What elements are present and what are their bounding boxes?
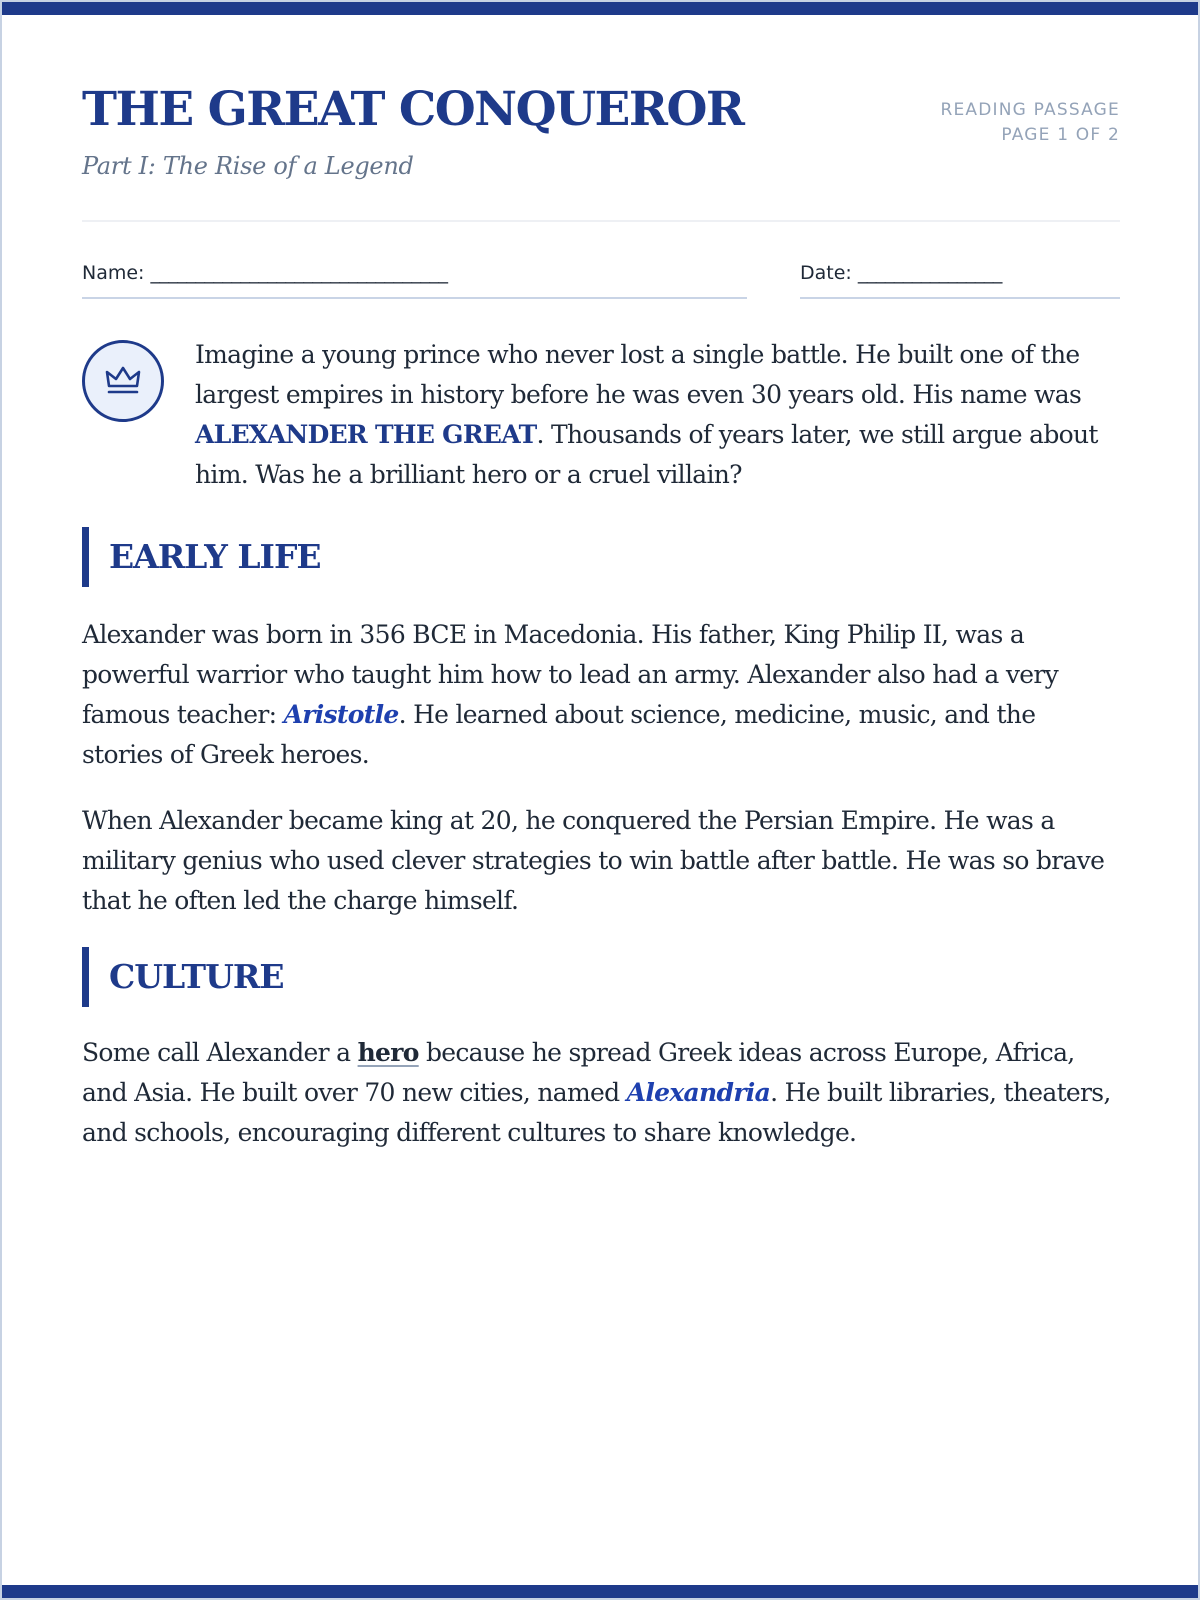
name-field[interactable]	[82, 262, 747, 299]
intro-highlight: ALEXANDER THE GREAT	[195, 420, 537, 449]
crown-icon-svg	[103, 364, 143, 398]
date-field[interactable]	[800, 262, 1120, 299]
page-title: THE GREAT CONQUEROR	[82, 82, 744, 137]
early-life-paragraph-1	[82, 615, 1120, 775]
intro-paragraph	[195, 335, 1120, 495]
intro-text-before: Imagine a young prince who never lost a single battle. He built one of the largest empires in history before he was even 30 years old. His name was	[195, 340, 1082, 409]
date-label: Date:	[800, 262, 852, 284]
name-line: _________________________________	[150, 262, 448, 284]
text-span: . He built libraries, theaters, and schools, encouraging different cultures to share knowledge.	[82, 1078, 1111, 1147]
crown-icon	[82, 340, 164, 422]
term-alexandria: Alexandria	[626, 1078, 771, 1107]
section-title-early-life: EARLY LIFE	[109, 537, 321, 576]
culture-paragraph-1	[82, 1033, 1120, 1153]
section-culture	[82, 947, 1120, 1153]
page-number: PAGE 1 OF 2	[1001, 125, 1120, 145]
intro-block	[82, 300, 1120, 527]
bottom-accent-bar	[2, 1585, 1198, 1598]
page-header	[82, 2, 1120, 222]
section-title-culture: CULTURE	[109, 957, 284, 996]
page-subtitle: Part I: The Rise of a Legend	[82, 152, 414, 180]
section-heading	[82, 947, 1120, 1007]
page-meta	[940, 98, 1120, 148]
text-span: . He learned about science, medicine, music, and the stories of Greek heroes.	[82, 700, 1036, 769]
date-line: ________________	[857, 262, 1002, 284]
text-span: because he spread Greek ideas across Europe, Africa, and Asia. He built over 70 new cities, named	[82, 1038, 1075, 1107]
section-early-life	[82, 527, 1120, 921]
section-heading	[82, 527, 1120, 587]
term-aristotle: Aristotle	[283, 700, 399, 729]
text-span: Some call Alexander a	[82, 1038, 358, 1067]
passage-label: READING PASSAGE	[940, 100, 1120, 120]
page-content	[82, 2, 1120, 1153]
early-life-paragraph-2: When Alexander became king at 20, he conquered the Persian Empire. He was a military genius who used clever strategies to win battle after battle. He was so brave that he often led the charge himself.	[82, 806, 1105, 915]
text-span: Alexander was born in 356 BCE in Macedonia. His father, King Philip II, was a powerful warrior who taught him how to lead an army. Alexander also had a very famous teacher:	[82, 620, 1059, 729]
intro-text-after: . Thousands of years later, we still argue about him. Was he a brilliant hero or a cruel villain?	[195, 420, 1098, 489]
name-label: Name:	[82, 262, 145, 284]
term-hero: hero	[357, 1038, 419, 1067]
student-fields	[82, 222, 1120, 300]
